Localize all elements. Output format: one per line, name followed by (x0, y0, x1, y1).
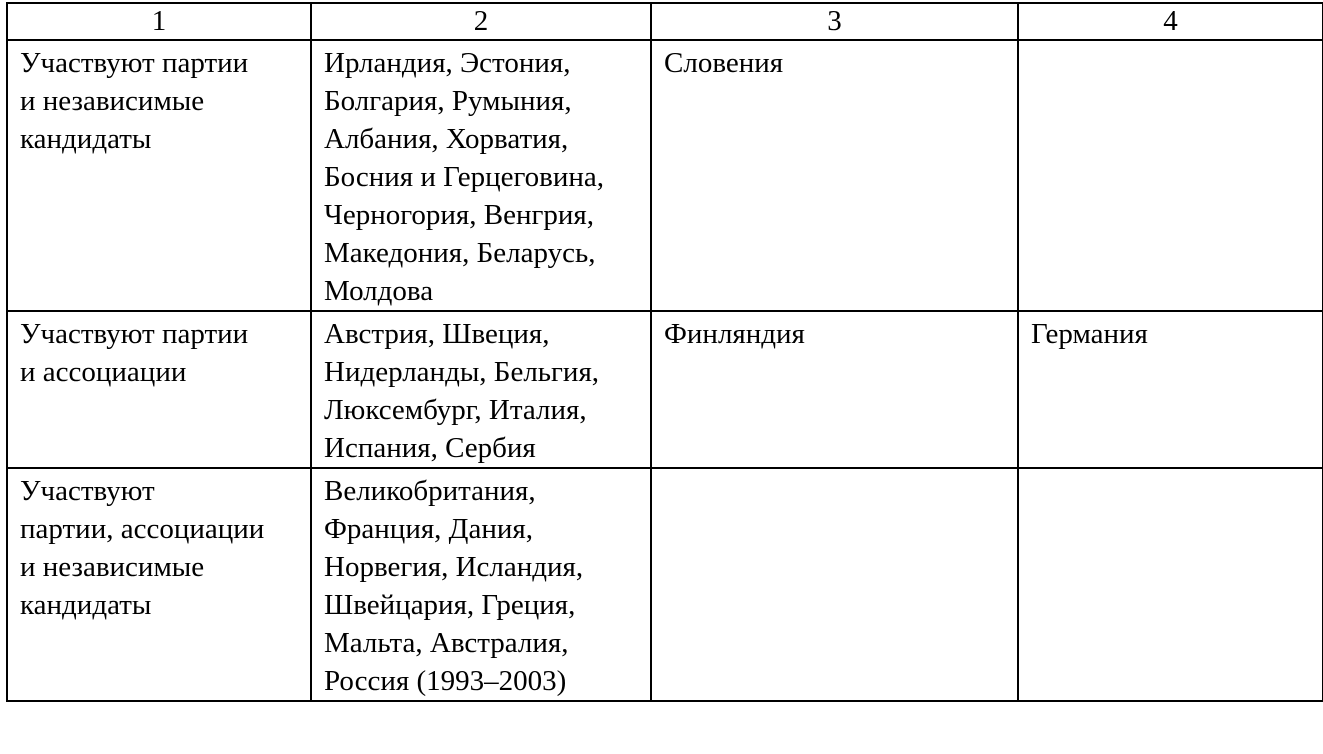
cell-line: Финляндия (664, 318, 805, 350)
cell-line: и независимые (20, 85, 205, 117)
row-2-participants-cell (7, 311, 311, 468)
row-2-countries-col3 (651, 311, 1018, 468)
cell-line: Испания, Сербия (324, 432, 536, 464)
table-row (7, 311, 1323, 468)
row-1-countries-col4 (1018, 40, 1323, 311)
cell-line: Россия (1993–2003) (324, 665, 567, 697)
cell-line: Босния и Герцеговина, (324, 161, 604, 193)
cell-line: Германия (1031, 318, 1148, 350)
cell-line: Мальта, Австралия, (324, 627, 569, 659)
row-3-countries-col4 (1018, 468, 1323, 701)
cell-line: и независимые (20, 551, 205, 583)
cell-line: кандидаты (20, 123, 152, 155)
cell-line: Словения (664, 47, 784, 79)
cell-line: Участвуют (20, 475, 155, 507)
row-2-countries-col2 (311, 311, 651, 468)
cell-line: Франция, Дания, (324, 513, 533, 545)
header-col-4: 4 (1018, 3, 1323, 40)
cell-line: и ассоциации (20, 356, 187, 388)
row-1-countries-col2 (311, 40, 651, 311)
cell-line: Великобритания, (324, 475, 536, 507)
row-3-countries-col3 (651, 468, 1018, 701)
cell-line: Австрия, Швеция, (324, 318, 550, 350)
header-row (7, 3, 1323, 40)
cell-line: Нидерланды, Бельгия, (324, 356, 600, 388)
cell-line: Македония, Беларусь, (324, 237, 596, 269)
row-3-participants-cell (7, 468, 311, 701)
cell-line: Ирландия, Эстония, (324, 47, 571, 79)
cell-line: Участвуют партии (20, 47, 249, 79)
row-2-countries-col4 (1018, 311, 1323, 468)
cell-line: Болгария, Румыния, (324, 85, 572, 117)
cell-line: Молдова (324, 275, 434, 307)
header-col-1: 1 (7, 3, 311, 40)
cell-line: Участвуют партии (20, 318, 249, 350)
cell-line: Швейцария, Греция, (324, 589, 576, 621)
table-row (7, 468, 1323, 701)
row-1-participants-cell (7, 40, 311, 311)
header-col-3: 3 (651, 3, 1018, 40)
cell-line: Албания, Хорватия, (324, 123, 569, 155)
cell-line: партии, ассоциации (20, 513, 265, 545)
cell-line: Черногория, Венгрия, (324, 199, 595, 231)
table-row (7, 40, 1323, 311)
country-classification-table (6, 2, 1323, 702)
cell-line: Норвегия, Исландия, (324, 551, 584, 583)
row-1-countries-col3 (651, 40, 1018, 311)
cell-line: Люксембург, Италия, (324, 394, 587, 426)
header-col-2: 2 (311, 3, 651, 40)
cell-line: кандидаты (20, 589, 152, 621)
row-3-countries-col2 (311, 468, 651, 701)
